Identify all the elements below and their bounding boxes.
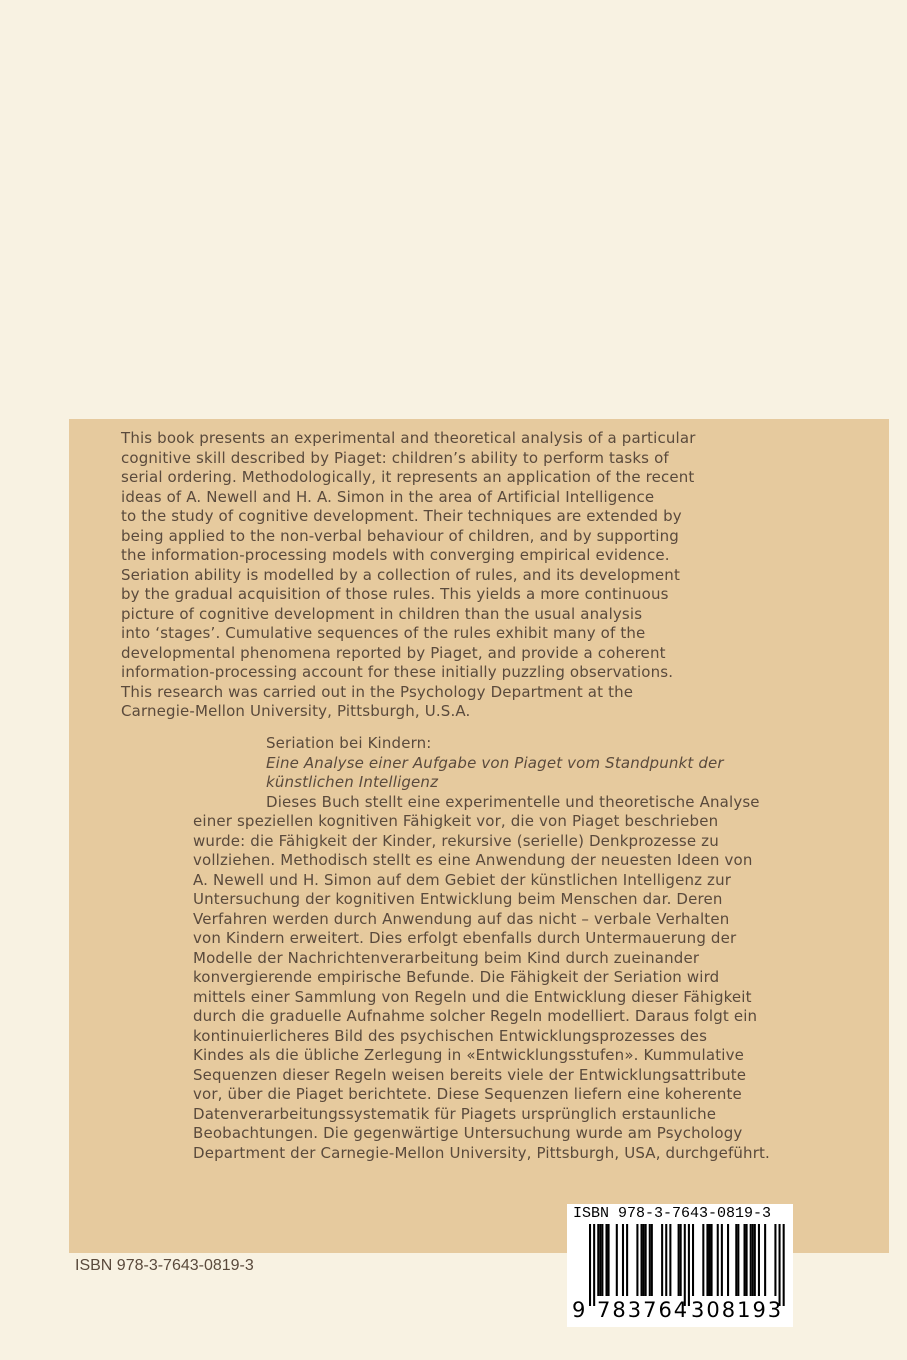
barcode-bar xyxy=(626,1224,628,1296)
english-line: information-processing account for these initially puzzling observations. xyxy=(121,663,674,681)
barcode xyxy=(567,1204,793,1327)
barcode-bar xyxy=(744,1224,746,1296)
german-line: Kindes als die übliche Zerlegung in «Entwicklungsstufen». Kummulative xyxy=(193,1046,744,1064)
barcode-bar xyxy=(589,1224,591,1306)
english-line: This research was carried out in the Psychology Department at the xyxy=(121,682,634,701)
barcode-digits-left: 783764 xyxy=(597,1298,690,1322)
english-description xyxy=(121,429,781,722)
german-line: von Kindern erweitert. Dies erfolgt ebenfalls durch Untermauerung der xyxy=(193,929,737,947)
barcode-bar xyxy=(641,1224,643,1296)
barcode-isbn-label: ISBN 978-3-7643-0819-3 xyxy=(573,1205,772,1222)
barcode-bar xyxy=(706,1224,708,1296)
german-line: mittels einer Sammlung von Regeln und die Entwicklung dieser Fähigkeit xyxy=(193,987,752,1006)
barcode-bar xyxy=(622,1224,624,1296)
english-line: ideas of A. Newell and H. A. Simon in the area of Artificial Intelligence xyxy=(121,487,655,506)
german-description xyxy=(193,734,833,1163)
barcode-bar xyxy=(678,1224,680,1296)
german-line: kontinuierlicheres Bild des psychischen Entwicklungsprozesses des xyxy=(193,1026,708,1045)
english-line: being applied to the non-verbal behaviour of children, and by supporting xyxy=(121,526,679,545)
german-line: vor, über die Piaget berichtete. Diese Sequenzen liefern eine koherente xyxy=(193,1085,742,1103)
barcode-bar xyxy=(708,1224,710,1296)
barcode-bar xyxy=(593,1224,595,1306)
barcode-bar xyxy=(774,1224,776,1296)
german-line: Department der Carnegie-Mellon University, Pittsburgh, USA, durchgeführt. xyxy=(193,1143,770,1162)
english-line: the information-processing models with converging empirical evidence. xyxy=(121,546,670,564)
barcode-bar xyxy=(599,1224,601,1296)
barcode-bar xyxy=(643,1224,645,1296)
barcode-bar xyxy=(721,1224,723,1296)
barcode-bar xyxy=(649,1224,651,1296)
german-line: vollziehen. Methodisch stellt es eine Anwendung der neuesten Ideen von xyxy=(193,851,753,869)
barcode-digit-first: 9 xyxy=(572,1298,586,1322)
barcode-bar xyxy=(605,1224,607,1296)
barcode-bar xyxy=(727,1224,729,1296)
barcode-bar xyxy=(684,1224,686,1306)
barcode-bar xyxy=(680,1224,682,1296)
german-line: A. Newell und H. Simon auf dem Gebiet der künstlichen Intelligenz zur xyxy=(193,870,732,889)
barcode-bar xyxy=(651,1224,653,1296)
english-line: Carnegie-Mellon University, Pittsburgh, U.S.A. xyxy=(121,702,471,720)
german-subtitle: künstlichen Intelligenz xyxy=(266,773,439,791)
barcode-bar xyxy=(779,1224,781,1306)
barcode-bar xyxy=(735,1224,737,1296)
english-line: This book presents an experimental and theoretical analysis of a particular xyxy=(121,429,696,447)
german-line: einer speziellen kognitiven Fähigkeit vor, die von Piaget beschrieben xyxy=(193,812,719,830)
barcode-bar xyxy=(750,1224,752,1296)
barcode-bar xyxy=(754,1224,756,1296)
german-subtitle: Eine Analyse einer Aufgabe von Piaget vom Standpunkt der xyxy=(266,753,724,772)
barcode-bar xyxy=(636,1224,638,1296)
barcode-bars xyxy=(567,1224,793,1306)
barcode-bar xyxy=(645,1224,647,1296)
barcode-bar xyxy=(616,1224,618,1296)
german-line: wurde: die Fähigkeit der Kinder, rekursive (serielle) Denkprozesse zu xyxy=(193,831,719,850)
barcode-bar xyxy=(737,1224,739,1296)
barcode-digits-right: 308193 xyxy=(691,1298,784,1322)
english-line: picture of cognitive development in children than the usual analysis xyxy=(121,604,643,623)
german-line: Sequenzen dieser Regeln weisen bereits viele der Entwicklungsattribute xyxy=(193,1065,747,1084)
german-line: Datenverarbeitungssystematik für Piagets ursprünglich erstaunliche xyxy=(193,1104,717,1123)
barcode-bar xyxy=(669,1224,671,1296)
english-line: Seriation ability is modelled by a collection of rules, and its development xyxy=(121,565,680,584)
german-line: Beobachtungen. Die gegenwärtige Untersuchung wurde am Psychology xyxy=(193,1124,743,1142)
english-line: by the gradual acquisition of those rules. This yields a more continuous xyxy=(121,585,669,603)
barcode-bar xyxy=(608,1224,610,1296)
barcode-bar xyxy=(702,1224,704,1296)
german-line: konvergierende empirische Befunde. Die Fähigkeit der Seriation wird xyxy=(193,968,720,986)
english-line: to the study of cognitive development. Their techniques are extended by xyxy=(121,507,682,525)
english-line: cognitive skill described by Piaget: children’s ability to perform tasks of xyxy=(121,448,669,467)
german-line: Untersuchung der kognitiven Entwicklung beim Menschen dar. Deren xyxy=(193,890,723,908)
english-line: serial ordering. Methodologically, it represents an application of the recent xyxy=(121,468,695,486)
german-line: durch die graduelle Aufnahme solcher Regeln modelliert. Daraus folgt ein xyxy=(193,1007,758,1025)
barcode-bar xyxy=(783,1224,785,1306)
german-line: Modelle der Nachrichtenverarbeitung beim Kind durch zueinander xyxy=(193,948,700,967)
german-line: Verfahren werden durch Anwendung auf das nicht – verbale Verhalten xyxy=(193,909,730,928)
barcode-bar xyxy=(752,1224,754,1296)
barcode-bar xyxy=(601,1224,603,1296)
barcode-bar xyxy=(692,1224,694,1296)
barcode-bar xyxy=(688,1224,690,1306)
barcode-bar xyxy=(711,1224,713,1296)
english-line: into ‘stages’. Cumulative sequences of the rules exhibit many of the xyxy=(121,624,646,642)
barcode-bar xyxy=(717,1224,719,1296)
barcode-bar xyxy=(746,1224,748,1296)
isbn-label: ISBN 978-3-7643-0819-3 xyxy=(75,1257,254,1274)
barcode-bar xyxy=(597,1224,599,1296)
english-line: developmental phenomena reported by Piaget, and provide a coherent xyxy=(121,643,666,662)
german-line: Dieses Buch stellt eine experimentelle und theoretische Analyse xyxy=(266,792,760,811)
barcode-bar xyxy=(758,1224,760,1296)
barcode-bar xyxy=(764,1224,766,1296)
barcode-bar xyxy=(661,1224,663,1296)
german-title: Seriation bei Kindern: xyxy=(266,734,432,752)
barcode-bar xyxy=(665,1224,667,1296)
